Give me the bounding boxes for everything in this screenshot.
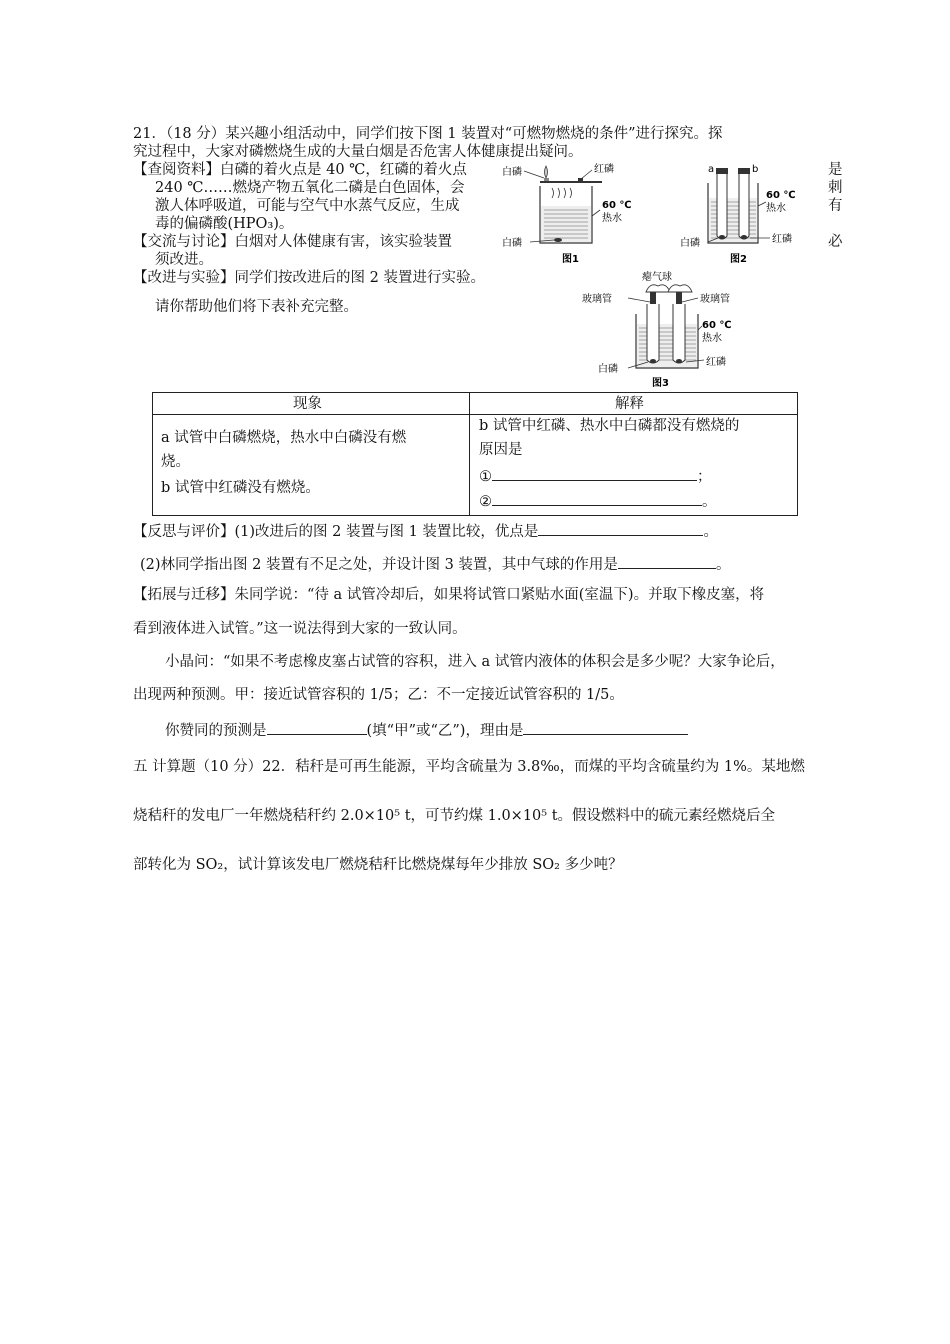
fig2-label: 图2: [730, 254, 747, 265]
table-exp-2: 原因是: [479, 442, 523, 458]
answer-blank-5[interactable]: [267, 720, 367, 735]
table-exp-4: ② 。: [479, 491, 717, 511]
figure-1: [500, 158, 655, 268]
tuozhan-3: 小晶问：“如果不考虑橡皮塞占试管的容积，进入 a 试管内液体的体积会是多少呢？大家争论后，: [165, 654, 785, 670]
fansi-2: (2)林同学指出图 2 装置有不足之处，并设计图 3 装置，其中气球的作用是 。: [140, 554, 730, 574]
fig3-tube-left: 玻璃管: [582, 294, 612, 305]
q21-line2: 究过程中，大家对磷燃烧生成的大量白烟是否危害人体健康提出疑问。: [133, 144, 583, 160]
table-header-phenomenon: 现象: [293, 396, 322, 412]
q22-2: 烧秸秆的发电厂一年燃烧秸秆约 2.0×10⁵ t，可节约煤 1.0×10⁵ t。假设燃料中的硫元素经燃烧后全: [133, 808, 776, 824]
answer-blank-3[interactable]: [538, 521, 703, 536]
q21-ziliao-1: 【查阅资料】白磷的着火点是 40 ℃，红磷的着火点: [133, 162, 467, 178]
fig3-label: 图3: [652, 378, 669, 389]
fig2-b: b: [752, 164, 759, 175]
fig2-water: 热水: [766, 203, 786, 214]
phenomenon-table: [152, 392, 798, 516]
q21-ziliao-4: 毒的偏磷酸(HPO₃)。: [155, 216, 294, 232]
table-exp-3: ① ；: [479, 466, 712, 486]
fig2-a: a: [708, 164, 715, 175]
q21-ziliao-2: 240 ℃……燃烧产物五氧化二磷是白色固体，会: [155, 180, 465, 196]
fig3-red-p: 红磷: [706, 357, 726, 368]
tuozhan-1: 【拓展与迁移】朱同学说：“待 a 试管冷却后，如果将试管口紧贴水面(室温下)。并取下橡皮塞，将: [133, 587, 765, 603]
side-char-4: 必: [828, 234, 843, 250]
table-exp-1: b 试管中红磷、热水中白磷都没有燃烧的: [479, 418, 740, 434]
fig2-red-p: 红磷: [772, 234, 792, 245]
answer-blank-6[interactable]: [523, 720, 688, 735]
fig3-water: 热水: [702, 333, 722, 344]
table-header-explanation: 解释: [615, 396, 644, 412]
side-char-2: 刺: [828, 180, 843, 196]
tuozhan-5: 你赞同的预测是 (填“甲”或“乙”)，理由是: [165, 720, 688, 740]
side-char-3: 有: [828, 198, 843, 214]
fig3-temp: 60 ℃: [702, 320, 732, 331]
fig3-balloon: 瘪气球: [642, 272, 672, 283]
table-phen-2: 烧。: [161, 454, 190, 470]
fig2-temp: 60 ℃: [766, 190, 796, 201]
q21-gaijin: 【改进与实验】同学们按改进后的图 2 装置进行实验。: [133, 270, 485, 286]
tuozhan-4: 出现两种预测。甲：接近试管容积的 1/5；乙：不一定接近试管容积的 1/5。: [133, 687, 624, 703]
q21-line1: 21．（18 分）某兴趣小组活动中，同学们按下图 1 装置对“可燃物燃烧的条件”进行探究。探: [133, 126, 723, 142]
q21-ziliao-3: 激人体呼吸道，可能与空气中水蒸气反应，生成: [155, 198, 460, 214]
figure-3: [580, 268, 750, 390]
table-phen-1: a 试管中白磷燃烧，热水中白磷没有燃: [161, 430, 407, 446]
side-char-1: 是: [828, 162, 843, 178]
table-phen-3: b 试管中红磷没有燃烧。: [161, 480, 320, 496]
q21-jiaoliu-2: 须改进。: [155, 252, 213, 268]
fig3-tube-right: 玻璃管: [700, 294, 730, 305]
fig3-white-p: 白磷: [598, 364, 618, 375]
fig1-water: 热水: [602, 213, 622, 224]
fig1-label: 图1: [562, 254, 579, 265]
answer-blank-1[interactable]: [492, 466, 697, 481]
answer-blank-4[interactable]: [618, 554, 716, 569]
tuozhan-2: 看到液体进入试管。”这一说法得到大家的一致认同。: [133, 621, 467, 637]
q21-jiaoliu-1: 【交流与讨论】白烟对人体健康有害，该实验装置: [133, 234, 452, 250]
fig1-temp: 60 ℃: [602, 200, 632, 211]
fig2-white-p: 白磷: [680, 238, 700, 249]
fig1-red-p: 红磷: [594, 164, 614, 175]
q21-qing: 请你帮助他们将下表补充完整。: [155, 299, 358, 315]
q22-1: 五 计算题（10 分）22．秸秆是可再生能源，平均含硫量为 3.8‰，而煤的平均含硫量约为 1%。某地燃: [133, 759, 805, 775]
fansi-1: 【反思与评价】(1)改进后的图 2 装置与图 1 装置比较，优点是 。: [133, 521, 718, 541]
fig1-white-p-top: 白磷: [502, 167, 522, 178]
answer-blank-2[interactable]: [492, 491, 702, 506]
figure-2: [678, 158, 818, 268]
q22-3: 部转化为 SO₂，试计算该发电厂燃烧秸秆比燃烧煤每年少排放 SO₂ 多少吨？: [133, 857, 623, 873]
fig1-white-p-bottom: 白磷: [502, 238, 522, 249]
